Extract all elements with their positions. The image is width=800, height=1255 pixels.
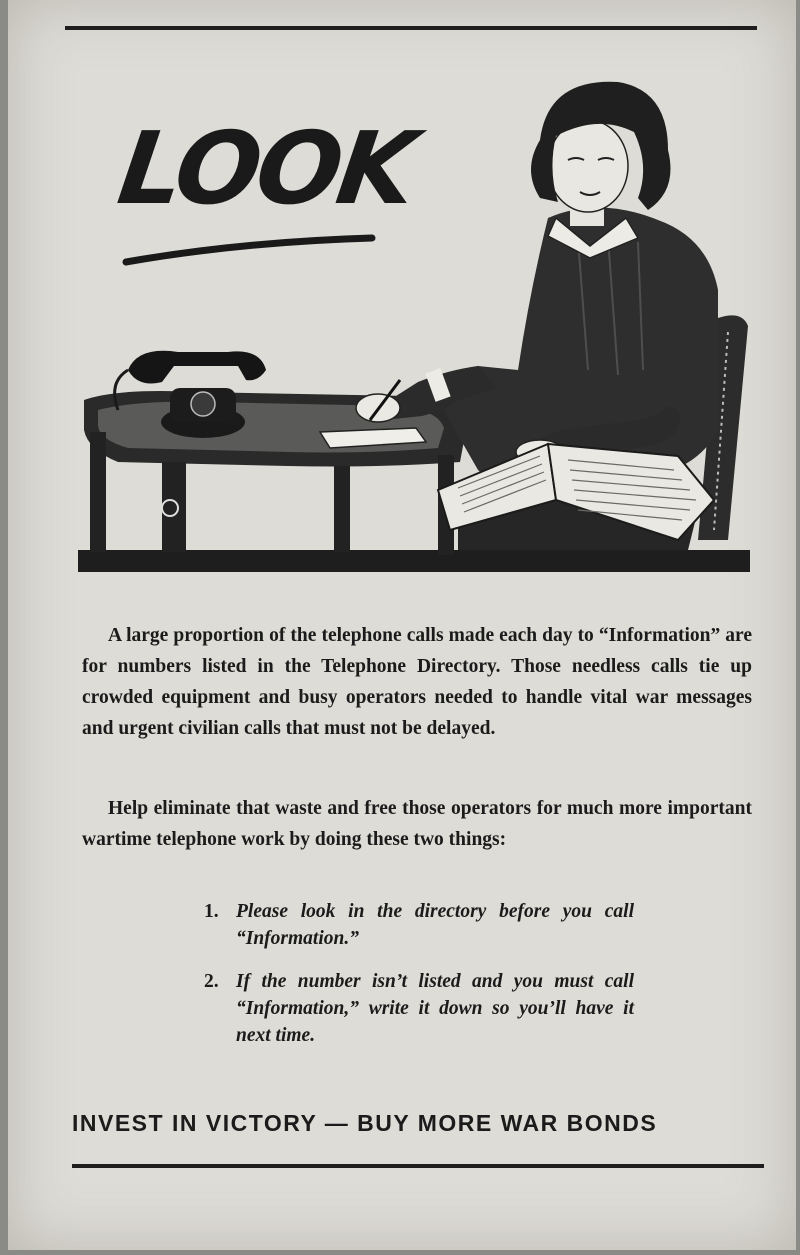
intro-paragraph: A large proportion of the telephone calls made each day to “Information” are for numbers listed in the Telephone Directory. Those needless calls tie up crowded equipment and busy operators needed to handle vital war messages and urgent civilian calls that must not be delayed. (82, 625, 752, 739)
list-item (204, 898, 634, 952)
call-to-action-paragraph: Help eliminate that waste and free those operators for much more important wartime telephone work by doing these two things: (82, 798, 752, 850)
instruction-list (204, 898, 634, 1065)
bottom-rule (72, 1164, 764, 1168)
list-item-number: 1. (204, 901, 219, 922)
look-headline (111, 110, 420, 270)
top-rule (65, 26, 757, 30)
look-headline-text: LOOK (111, 110, 420, 227)
list-item-text: Please look in the directory before you call “Information.” (236, 901, 634, 949)
list-item-number: 2. (204, 971, 219, 992)
list-item-text: If the number isn’t listed and you must call “Information,” write it down so you’ll have it next time. (236, 971, 634, 1046)
headline-underline (120, 110, 380, 270)
list-item (204, 968, 634, 1049)
poster-sheet (8, 0, 796, 1250)
war-bonds-slogan: INVEST IN VICTORY — BUY MORE WAR BONDS (72, 1110, 658, 1136)
